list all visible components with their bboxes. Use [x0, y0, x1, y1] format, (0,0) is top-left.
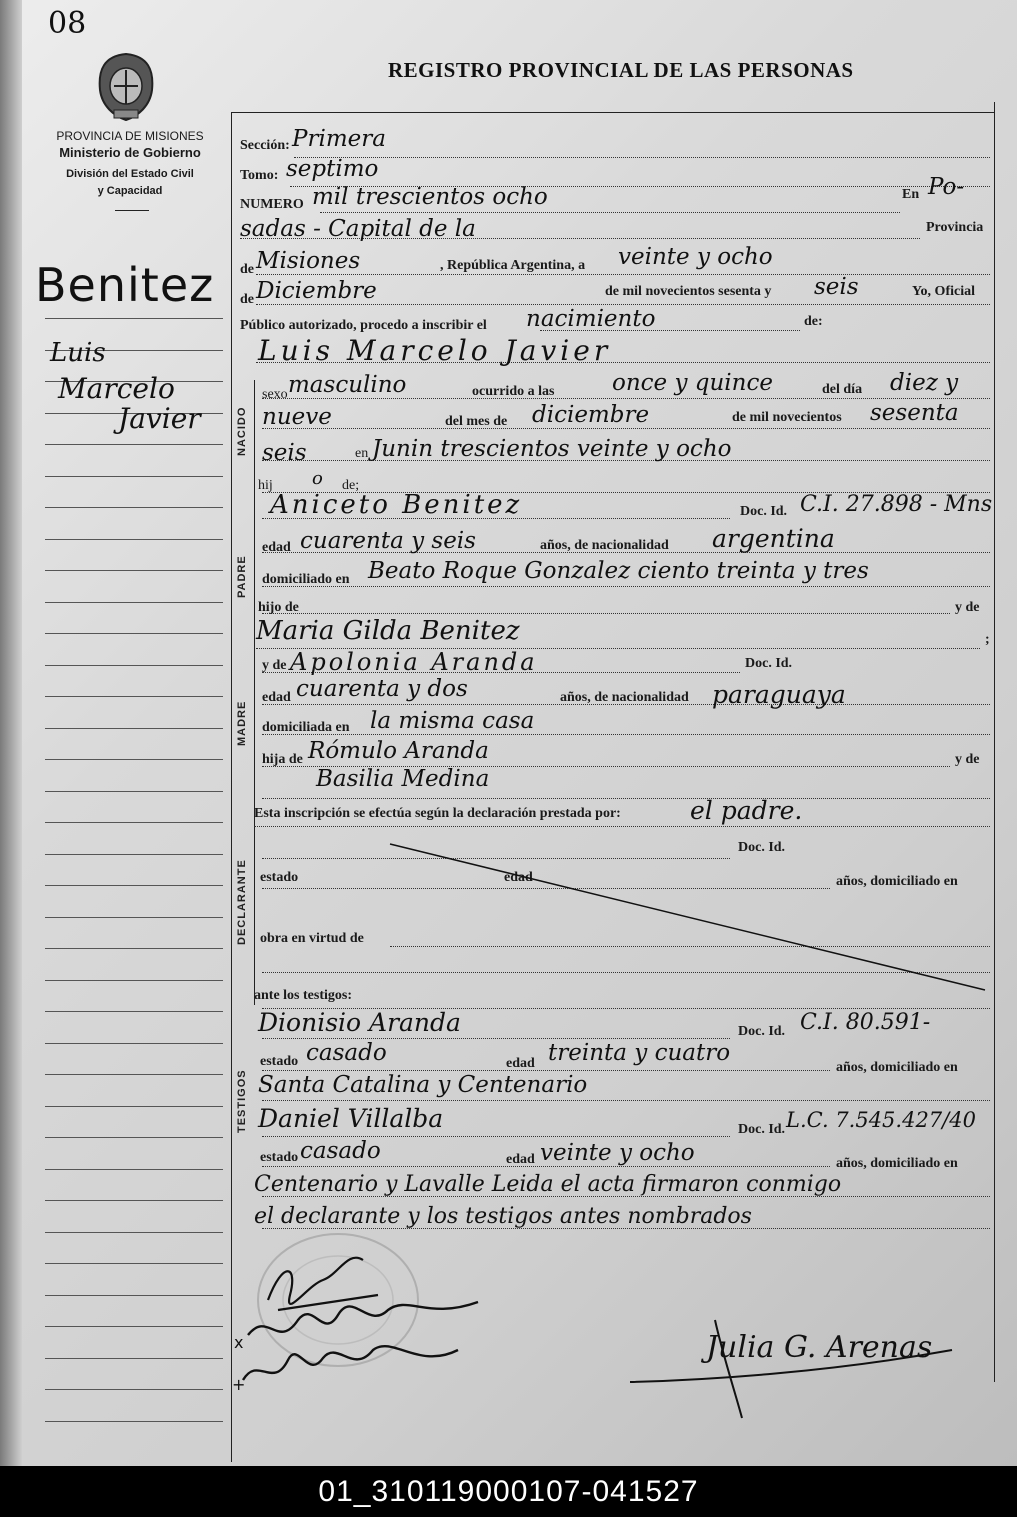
label-testigo2-estado: estado	[260, 1150, 299, 1165]
value-testigo2: Daniel Villalba	[258, 1104, 444, 1133]
value-anio-a: sesenta	[870, 400, 959, 426]
section-madre: MADRE	[236, 700, 248, 746]
value-tomo: septimo	[286, 156, 379, 182]
label-de-prov: de	[240, 262, 254, 277]
label-inscripcion: Esta inscripción se efectúa según la declaración prestada por:	[254, 806, 621, 821]
value-hora: once y quince	[612, 370, 773, 396]
value-mes: Diciembre	[256, 278, 377, 304]
value-sexo: masculino	[288, 372, 407, 398]
frame-inner	[254, 380, 255, 1005]
value-testigo2-edad: veinte y ocho	[540, 1140, 695, 1166]
margin-rule	[45, 602, 223, 603]
margin-rule	[45, 791, 223, 792]
margin-rule	[45, 570, 223, 571]
org-capacity: y Capacidad	[97, 185, 163, 197]
margin-rule	[45, 1011, 223, 1012]
folio-number: 08	[48, 6, 87, 41]
fill-line	[262, 1100, 990, 1101]
margin-given-1: Luis	[50, 338, 106, 368]
label-del-mes: del mes de	[445, 414, 508, 429]
label-padre-edad: edad	[262, 540, 291, 555]
value-testigo1-edad: treinta y cuatro	[548, 1040, 731, 1066]
label-seccion: Sección:	[240, 138, 290, 153]
label-padre-dom: domiciliado en	[262, 572, 350, 587]
margin-rule	[45, 917, 223, 918]
label-testigo2-anos: años, domiciliado en	[836, 1156, 958, 1171]
declarante-strike-line	[260, 840, 990, 1000]
value-numero: mil trescientos ocho	[312, 184, 548, 210]
label-decl-anos: años, domiciliado en	[836, 874, 958, 889]
svg-text:+: +	[232, 1375, 246, 1394]
margin-rule	[45, 948, 223, 949]
label-numero: NUMERO	[240, 197, 304, 212]
margin-rule	[45, 1232, 223, 1233]
value-acto: nacimiento	[526, 306, 656, 332]
label-decl-estado: estado	[260, 870, 299, 885]
label-del-dia: del día	[822, 382, 863, 397]
margin-rule	[45, 1421, 223, 1422]
value-declarante: el padre.	[690, 796, 803, 825]
value-padre-dom: Beato Roque Gonzalez ciento treinta y tres	[368, 558, 869, 584]
label-madre-hija-de: hija de	[262, 752, 303, 767]
value-madre-nombre: Maria Gilda Benitez	[256, 616, 520, 646]
value-madre-nac: paraguaya	[712, 680, 846, 709]
section-declarante: DECLARANTE	[236, 859, 248, 945]
label-tomo: Tomo:	[240, 168, 279, 183]
org-province: PROVINCIA DE MISIONES	[56, 129, 204, 143]
margin-rule	[45, 1169, 223, 1170]
fill-line	[262, 1070, 830, 1071]
section-padre: PADRE	[236, 555, 248, 598]
value-cierre-2: el declarante y los testigos antes nombrados	[254, 1204, 752, 1229]
label-de-mil: de mil novecientos sesenta y	[605, 284, 772, 299]
value-city-b: sadas - Capital de la	[240, 216, 476, 242]
label-padre-hijo-de: hijo de	[258, 600, 299, 615]
margin-rule	[45, 1137, 223, 1138]
value-testigo2-doc: L.C. 7.545.427/40	[786, 1108, 976, 1132]
fill-line	[262, 586, 990, 587]
value-padre-doc: C.I. 27.898 - Mns	[800, 492, 993, 517]
label-ante: ante los testigos:	[254, 988, 352, 1003]
value-provincia: Misiones	[256, 248, 361, 274]
value-padre-nombre: Aniceto Benitez	[270, 490, 523, 520]
label-madre-semicolon: ;	[985, 632, 990, 647]
value-testigo1-doc: C.I. 80.591-	[800, 1010, 931, 1035]
org-underline	[115, 210, 149, 211]
margin-rule	[45, 665, 223, 666]
fill-line	[262, 734, 990, 735]
margin-rule	[45, 1074, 223, 1075]
label-hijo: hij	[258, 478, 273, 493]
org-division: División del Estado Civil	[66, 168, 194, 180]
label-republica: , República Argentina, a	[440, 258, 586, 273]
label-sexo: sexo	[262, 387, 288, 402]
label-padre-nac: años, de nacionalidad	[540, 538, 669, 553]
value-dia-a: diez y	[890, 370, 959, 396]
value-hijo-letter: o	[312, 468, 323, 489]
margin-rule	[45, 1043, 223, 1044]
margin-rule	[45, 318, 223, 319]
fill-line	[262, 398, 990, 399]
signatures-left	[228, 1240, 508, 1400]
fill-line	[256, 304, 990, 305]
fill-line	[262, 1136, 730, 1137]
label-testigo1-estado: estado	[260, 1054, 299, 1069]
signature-official: Julia G. Arenas	[706, 1330, 933, 1365]
value-testigo1: Dionisio Aranda	[258, 1008, 461, 1037]
label-padre-doc: Doc. Id.	[740, 504, 788, 519]
margin-rule	[45, 822, 223, 823]
label-testigo2-doc: Doc. Id.	[738, 1122, 786, 1137]
fill-line	[262, 1038, 730, 1039]
value-madre-madre2: Basilia Medina	[316, 766, 490, 792]
label-de-mil-nov: de mil novecientos	[732, 410, 842, 425]
value-dia-b: nueve	[262, 404, 332, 430]
label-madre-nac: años, de nacionalidad	[560, 690, 689, 705]
label-testigo1-doc: Doc. Id.	[738, 1024, 786, 1039]
frame-right	[994, 102, 995, 1382]
label-de-semicolon: de;	[342, 478, 360, 493]
fill-line	[320, 212, 900, 213]
label-publico: Público autorizado, procedo a inscribir el	[240, 318, 487, 333]
label-en: En	[902, 187, 920, 202]
label-de-mes: de	[240, 292, 254, 307]
margin-given-3: Javier	[118, 402, 201, 435]
value-nombre: Luis Marcelo Javier	[258, 334, 612, 367]
fill-line	[262, 428, 990, 429]
fill-line	[262, 613, 950, 614]
org-ministry: Ministerio de Gobierno	[59, 145, 201, 160]
margin-surname: Benitez	[35, 258, 215, 312]
fill-line	[262, 798, 990, 799]
label-decl-edad: edad	[504, 870, 533, 885]
margin-rule	[45, 444, 223, 445]
image-code-footer: 01_310119000107-041527	[0, 1466, 1017, 1517]
margin-given-2: Marcelo	[58, 372, 175, 405]
margin-rule	[45, 1295, 223, 1296]
value-testigo1-dom: Santa Catalina y Centenario	[258, 1072, 588, 1098]
fill-line	[254, 826, 990, 827]
margin-rule	[45, 1358, 223, 1359]
margin-rule	[45, 539, 223, 540]
margin-rule	[45, 1106, 223, 1107]
label-de-colon: de:	[804, 314, 823, 329]
signature-official-flourish	[630, 1312, 960, 1422]
binding-edge	[0, 0, 22, 1466]
margin-rule	[45, 507, 223, 508]
label-en-lugar: en	[355, 446, 369, 461]
register-title: REGISTRO PROVINCIAL DE LAS PERSONAS	[388, 58, 854, 82]
fill-line	[262, 1166, 830, 1167]
provincial-seal-icon	[94, 52, 158, 122]
margin-rule	[45, 476, 223, 477]
margin-rule	[45, 759, 223, 760]
margin-rule	[45, 1263, 223, 1264]
label-padre-y-de: y de	[955, 600, 980, 615]
margin-rule	[45, 885, 223, 886]
value-testigo1-estado: casado	[306, 1040, 387, 1066]
value-cierre-1: Centenario y Lavalle Leida el acta firmaron conmigo	[254, 1172, 842, 1197]
margin-rule	[45, 1326, 223, 1327]
section-nacido: NACIDO	[236, 406, 248, 456]
margin-rule	[45, 728, 223, 729]
value-city-a: Po-	[928, 174, 965, 200]
margin-rule	[45, 696, 223, 697]
margin-rule	[45, 854, 223, 855]
label-madre-edad: edad	[262, 690, 291, 705]
value-testigo2-estado: casado	[300, 1138, 381, 1164]
label-testigo1-anos: años, domiciliado en	[836, 1060, 958, 1075]
label-madre-y-de2: y de	[955, 752, 980, 767]
label-madre-y-de: y de	[262, 658, 287, 673]
margin-rule	[45, 1389, 223, 1390]
section-testigos: TESTIGOS	[236, 1069, 248, 1133]
value-madre-madre: Apolonia Aranda	[290, 648, 538, 676]
value-anio-suffix: seis	[814, 274, 859, 300]
value-dia-letras: veinte y ocho	[618, 244, 773, 270]
value-madre-dom: la misma casa	[370, 708, 535, 734]
margin-rule	[45, 980, 223, 981]
value-padre-edad: cuarenta y seis	[300, 528, 476, 554]
label-decl-doc: Doc. Id.	[738, 840, 786, 855]
margin-rule	[45, 1200, 223, 1201]
value-anio-b: seis	[262, 440, 307, 466]
value-madre-padre: Rómulo Aranda	[308, 738, 489, 764]
value-lugar: Junin trescientos veinte y ocho	[372, 436, 732, 462]
label-yo-oficial: Yo, Oficial	[912, 284, 975, 299]
frame-top	[231, 112, 995, 113]
value-madre-edad: cuarenta y dos	[296, 676, 468, 702]
fill-line	[294, 157, 990, 158]
label-testigo1-edad: edad	[506, 1056, 535, 1071]
label-madre-doc: Doc. Id.	[745, 656, 793, 671]
label-madre-dom: domiciliada en	[262, 720, 350, 735]
label-ocurrido: ocurrido a las	[472, 384, 555, 399]
value-padre-nac: argentina	[712, 524, 835, 553]
margin-rule	[45, 633, 223, 634]
label-decl-obra: obra en virtud de	[260, 931, 364, 946]
svg-text:x: x	[234, 1333, 244, 1352]
label-provincia: Provincia	[926, 220, 984, 235]
value-seccion: Primera	[292, 126, 386, 152]
fill-line	[256, 274, 990, 275]
label-testigo2-edad: edad	[506, 1152, 535, 1167]
value-mes-nac: diciembre	[532, 402, 650, 428]
